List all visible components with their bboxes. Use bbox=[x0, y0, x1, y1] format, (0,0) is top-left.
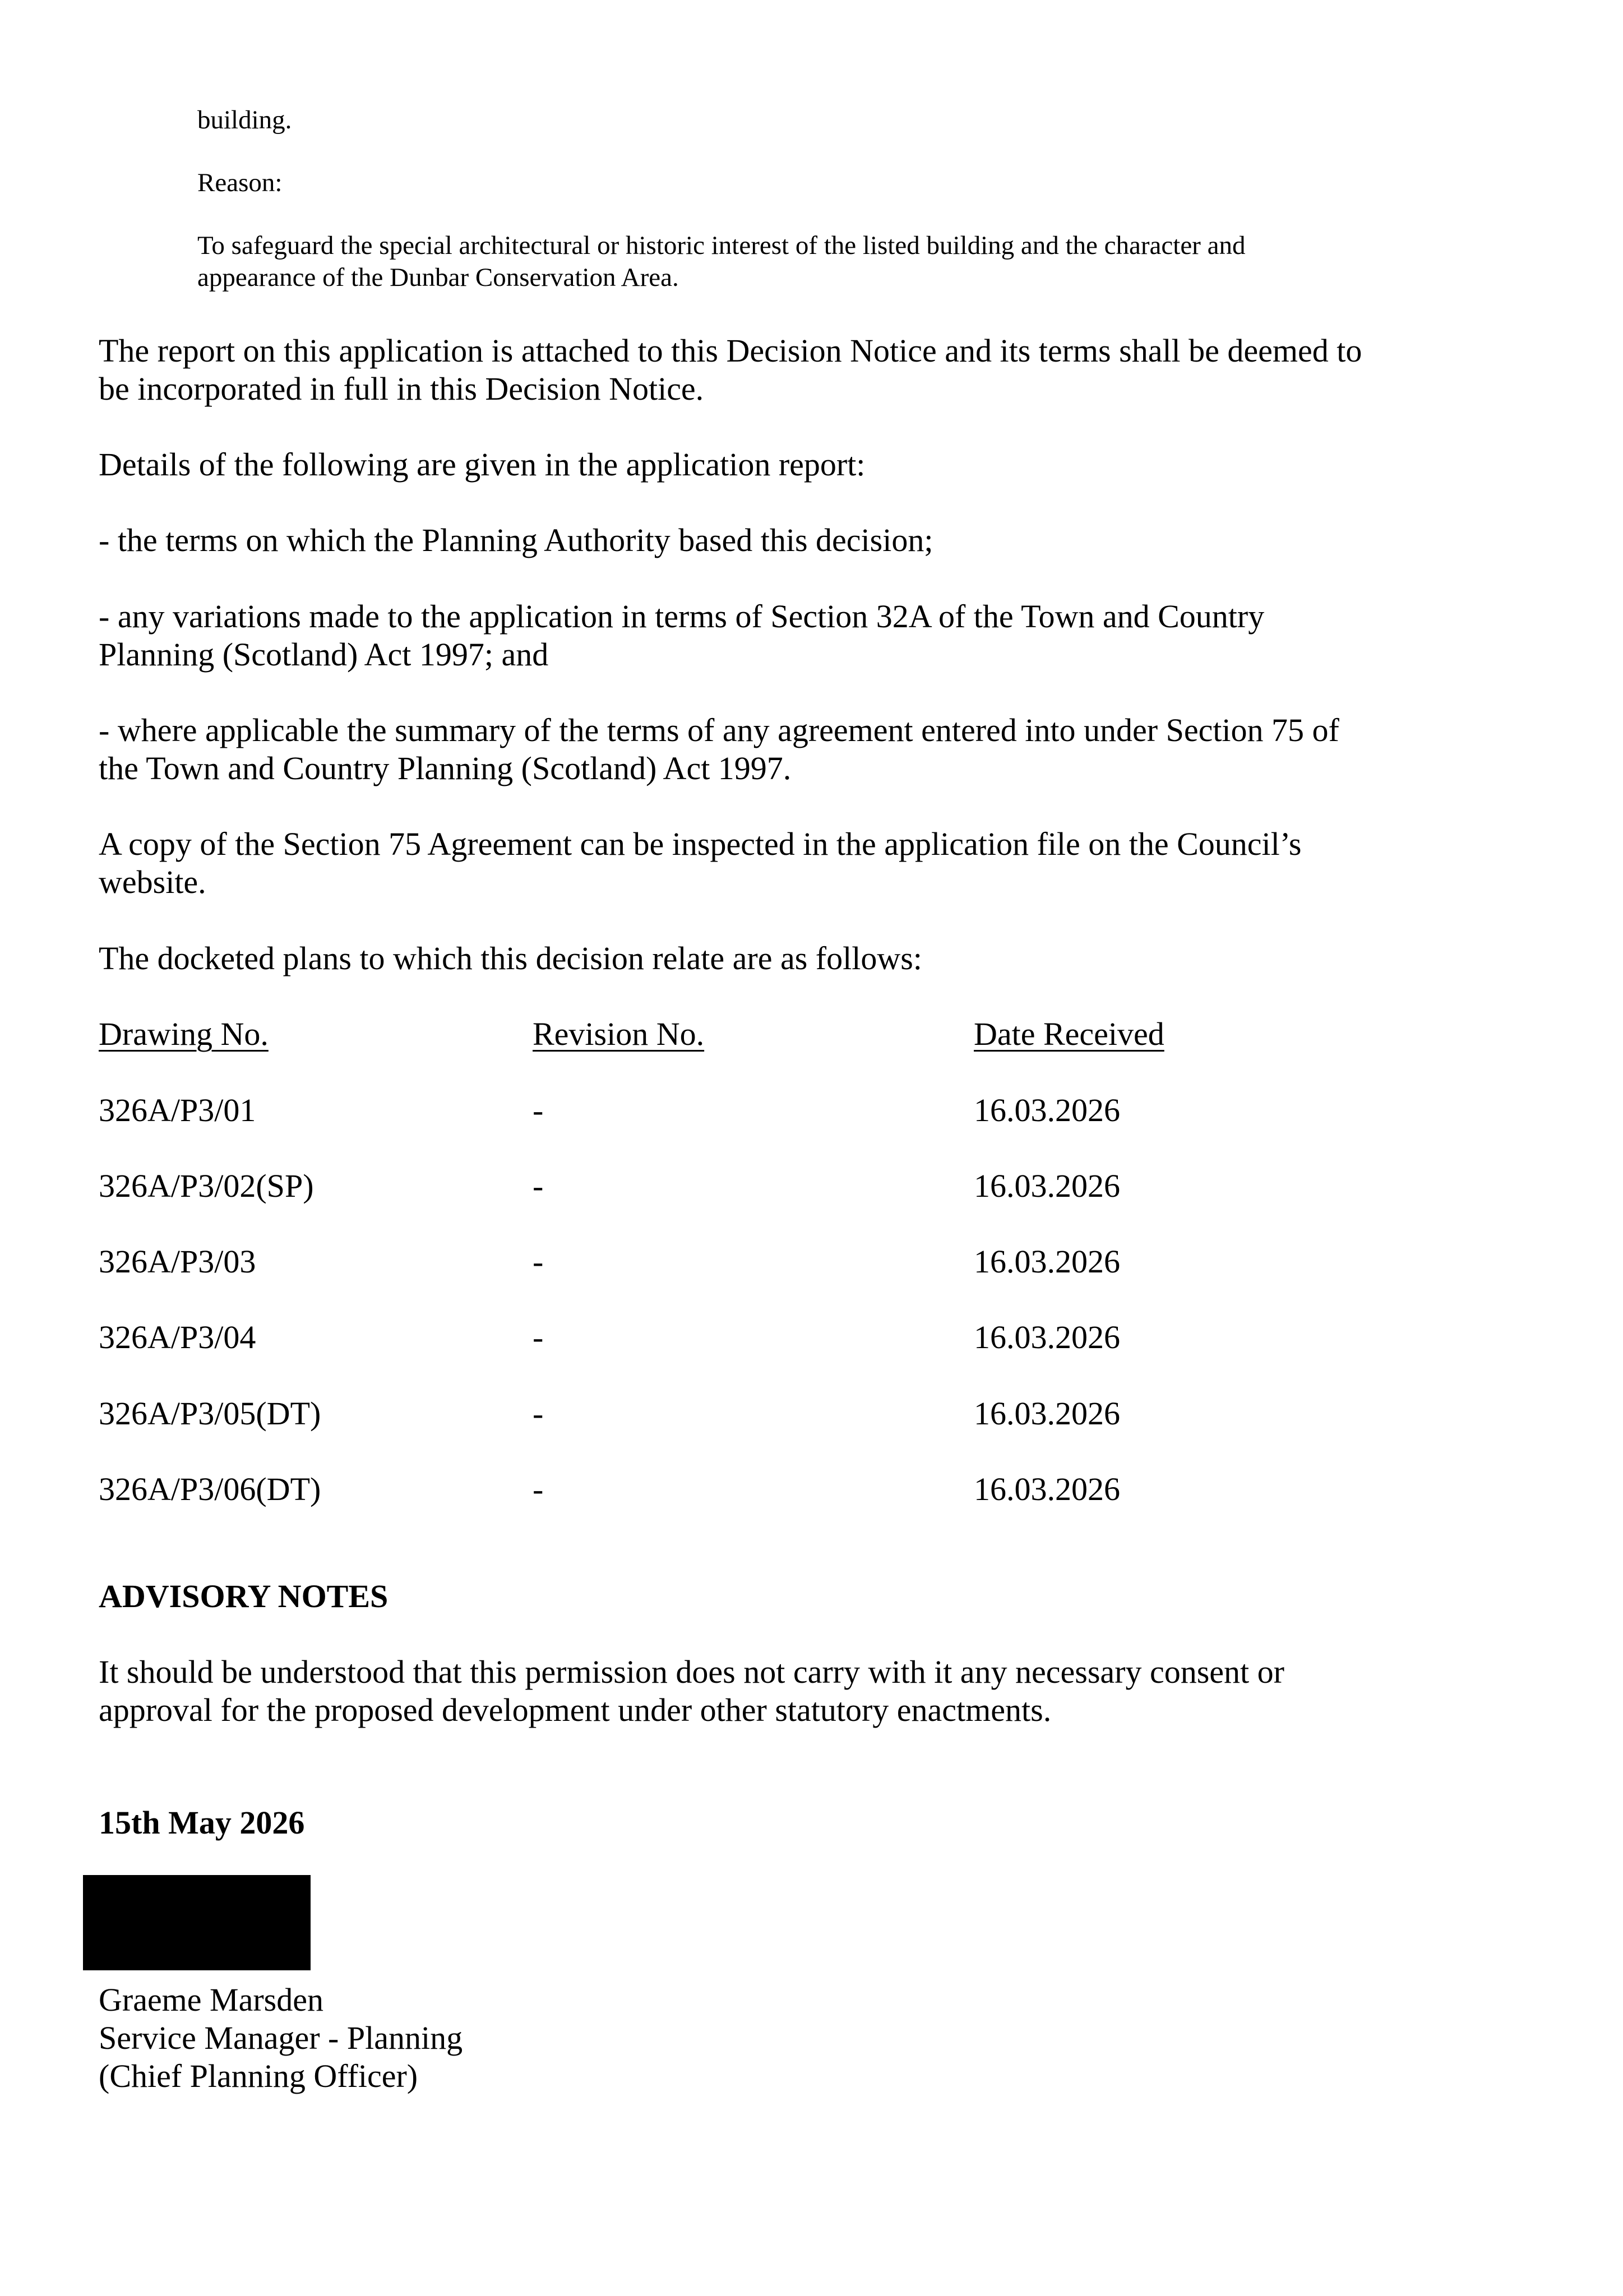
section75-line-1: A copy of the Section 75 Agreement can be inspected in the application file on the Council’s bbox=[99, 826, 1302, 862]
date-received-cell: 16.03.2026 bbox=[974, 1092, 1120, 1128]
reason-text-line-1: To safeguard the special architectural or historic interest of the listed building and the character and bbox=[197, 231, 1246, 260]
report-paragraph-line-1: The report on this application is attached to this Decision Notice and its terms shall be deemed to bbox=[99, 332, 1362, 369]
details-intro: Details of the following are given in the application report: bbox=[99, 446, 866, 483]
report-paragraph-line-2: be incorporated in full in this Decision Notice. bbox=[99, 371, 704, 407]
revision-no-cell: - bbox=[533, 1395, 544, 1432]
details-item-3-line-2: the Town and Country Planning (Scotland) Act 1997. bbox=[99, 750, 792, 786]
drawing-no-cell: 326A/P3/05(DT) bbox=[99, 1395, 321, 1432]
reason-label: Reason: bbox=[197, 168, 283, 197]
header-revision-no: Revision No. bbox=[533, 1016, 705, 1052]
revision-no-cell: - bbox=[533, 1319, 544, 1355]
header-date-received: Date Received bbox=[974, 1016, 1164, 1052]
signatory-title: Service Manager - Planning bbox=[99, 2020, 463, 2056]
revision-no-cell: - bbox=[533, 1471, 544, 1507]
details-item-2-line-1: - any variations made to the application in terms of Section 32A of the Town and Country bbox=[99, 598, 1265, 635]
date-received-cell: 16.03.2026 bbox=[974, 1319, 1120, 1355]
condition-tail: building. bbox=[197, 105, 292, 135]
signatory-role: (Chief Planning Officer) bbox=[99, 2058, 418, 2094]
drawing-no-cell: 326A/P3/01 bbox=[99, 1092, 256, 1128]
revision-no-cell: - bbox=[533, 1243, 544, 1280]
advisory-line-1: It should be understood that this permission does not carry with it any necessary consent or bbox=[99, 1654, 1284, 1690]
advisory-heading: ADVISORY NOTES bbox=[99, 1578, 389, 1614]
signatory-name: Graeme Marsden bbox=[99, 1982, 323, 2018]
drawing-no-cell: 326A/P3/02(SP) bbox=[99, 1168, 314, 1204]
section75-line-2: website. bbox=[99, 864, 206, 900]
redacted-signature bbox=[83, 1875, 311, 1970]
revision-no-cell: - bbox=[533, 1092, 544, 1128]
details-item-3-line-1: - where applicable the summary of the terms of any agreement entered into under Section 75 of bbox=[99, 712, 1339, 748]
date-received-cell: 16.03.2026 bbox=[974, 1243, 1120, 1280]
details-item-2-line-2: Planning (Scotland) Act 1997; and bbox=[99, 636, 549, 673]
revision-no-cell: - bbox=[533, 1168, 544, 1204]
date-received-cell: 16.03.2026 bbox=[974, 1471, 1120, 1507]
details-item-1: - the terms on which the Planning Authority based this decision; bbox=[99, 522, 933, 558]
header-drawing-no: Drawing No. bbox=[99, 1016, 269, 1052]
reason-text-line-2: appearance of the Dunbar Conservation Area. bbox=[197, 263, 679, 292]
plans-intro: The docketed plans to which this decision relate are as follows: bbox=[99, 940, 922, 976]
date-received-cell: 16.03.2026 bbox=[974, 1168, 1120, 1204]
decision-date: 15th May 2026 bbox=[99, 1804, 305, 1841]
date-received-cell: 16.03.2026 bbox=[974, 1395, 1120, 1432]
drawing-no-cell: 326A/P3/06(DT) bbox=[99, 1471, 321, 1507]
drawing-no-cell: 326A/P3/03 bbox=[99, 1243, 256, 1280]
drawing-no-cell: 326A/P3/04 bbox=[99, 1319, 256, 1355]
advisory-line-2: approval for the proposed development under other statutory enactments. bbox=[99, 1692, 1052, 1728]
